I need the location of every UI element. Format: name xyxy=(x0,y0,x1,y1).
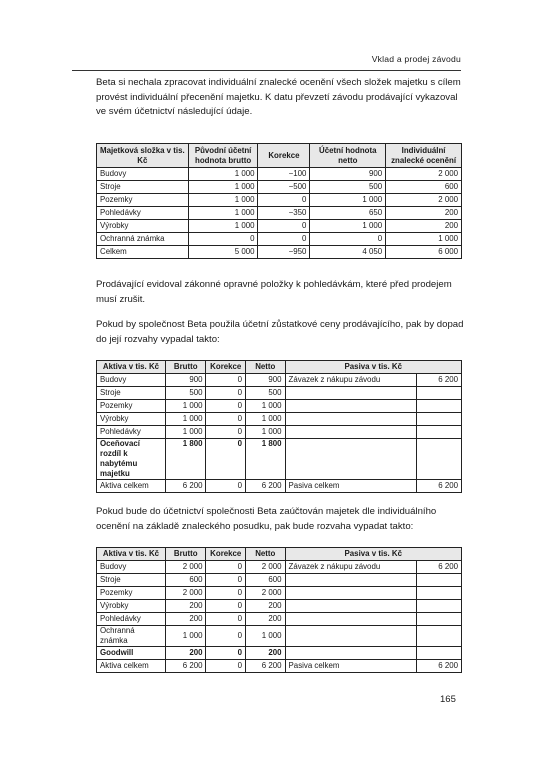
cell: Ochranná známka xyxy=(97,233,189,246)
cell: 1 000 xyxy=(165,413,206,426)
cell: 1 000 xyxy=(386,233,462,246)
col-header: Brutto xyxy=(165,361,206,374)
cell xyxy=(417,647,462,660)
col-header: Netto xyxy=(246,361,286,374)
cell: 6 200 xyxy=(246,480,286,493)
cell: 5 000 xyxy=(188,246,258,259)
table-row xyxy=(97,587,462,600)
cell: 0 xyxy=(258,233,310,246)
cell: 900 xyxy=(246,374,286,387)
table-asset-values xyxy=(96,143,462,259)
table-row xyxy=(97,574,462,587)
table-row xyxy=(97,194,462,207)
cell xyxy=(285,574,417,587)
cell: 4 050 xyxy=(310,246,386,259)
cell: Budovy xyxy=(97,374,166,387)
cell: 1 000 xyxy=(165,426,206,439)
table-row-valuation-difference xyxy=(97,439,462,480)
cell: 1 000 xyxy=(188,168,258,181)
table-row xyxy=(97,561,462,574)
table-row xyxy=(97,387,462,400)
running-header: Vklad a prodej závodu xyxy=(371,54,461,64)
table-row xyxy=(97,613,462,626)
col-header: Netto xyxy=(246,548,286,561)
cell: Pozemky xyxy=(97,587,166,600)
cell xyxy=(285,613,417,626)
table-row xyxy=(97,600,462,613)
cell: Výrobky xyxy=(97,600,166,613)
col-header: Korekce xyxy=(206,361,246,374)
cell: 2 000 xyxy=(246,561,286,574)
cell: −500 xyxy=(258,181,310,194)
col-header: Aktiva v tis. Kč xyxy=(97,361,166,374)
cell: −350 xyxy=(258,207,310,220)
cell: Výrobky xyxy=(97,220,189,233)
cell: 0 xyxy=(206,561,246,574)
cell: 0 xyxy=(206,647,246,660)
cell: 6 000 xyxy=(386,246,462,259)
cell: Výrobky xyxy=(97,413,166,426)
cell: 900 xyxy=(165,374,206,387)
cell: 0 xyxy=(206,387,246,400)
table-row xyxy=(97,626,462,647)
cell: 0 xyxy=(206,600,246,613)
cell xyxy=(417,626,462,647)
cell: 1 000 xyxy=(310,194,386,207)
table-row-total xyxy=(97,246,462,259)
col-header: Účetní hodnota netto xyxy=(310,144,386,168)
cell: 1 000 xyxy=(165,400,206,413)
cell: 200 xyxy=(246,647,286,660)
table-row-total xyxy=(97,660,462,673)
cell: 0 xyxy=(206,587,246,600)
cell: Oceňovací rozdíl k nabytému majetku xyxy=(97,439,166,480)
col-header: Aktiva v tis. Kč xyxy=(97,548,166,561)
cell: 1 000 xyxy=(310,220,386,233)
cell: 650 xyxy=(310,207,386,220)
cell: 2 000 xyxy=(165,561,206,574)
table-row xyxy=(97,233,462,246)
table-row xyxy=(97,400,462,413)
cell: 1 000 xyxy=(246,400,286,413)
cell: 6 200 xyxy=(417,660,462,673)
cell: 0 xyxy=(206,660,246,673)
col-header: Individuální znalecké ocenění xyxy=(386,144,462,168)
cell xyxy=(417,574,462,587)
table-row xyxy=(97,168,462,181)
cell: 0 xyxy=(206,400,246,413)
cell: 2 000 xyxy=(246,587,286,600)
cell: Pohledávky xyxy=(97,426,166,439)
cell: Budovy xyxy=(97,561,166,574)
cell: 500 xyxy=(246,387,286,400)
paragraph-individual-valuation: Pokud bude do účetnictví společnosti Beta zaúčtován majetek dle individuálního ocenění na základě znaleckého posudku, pak bude rozvaha vypadat takto: xyxy=(96,506,437,532)
cell: 0 xyxy=(258,220,310,233)
cell: Pozemky xyxy=(97,194,189,207)
cell xyxy=(285,413,417,426)
cell: 1 000 xyxy=(246,426,286,439)
col-header: Pasiva v tis. Kč xyxy=(285,548,461,561)
cell xyxy=(417,439,462,480)
table-row-goodwill xyxy=(97,647,462,660)
cell: 200 xyxy=(246,613,286,626)
cell: 1 000 xyxy=(246,626,286,647)
cell: −100 xyxy=(258,168,310,181)
col-header: Korekce xyxy=(258,144,310,168)
cell xyxy=(417,387,462,400)
cell: 500 xyxy=(310,181,386,194)
cell: 1 000 xyxy=(188,194,258,207)
cell: 0 xyxy=(206,480,246,493)
cell xyxy=(285,600,417,613)
cell: Pohledávky xyxy=(97,207,189,220)
cell: 6 200 xyxy=(165,660,206,673)
header-rule xyxy=(72,70,461,71)
cell: 1 000 xyxy=(188,181,258,194)
table-row-total xyxy=(97,480,462,493)
cell: 1 000 xyxy=(188,207,258,220)
cell xyxy=(285,400,417,413)
cell: 2 000 xyxy=(165,587,206,600)
col-header: Původní účetní hodnota brutto xyxy=(188,144,258,168)
table-row xyxy=(97,413,462,426)
cell: Celkem xyxy=(97,246,189,259)
cell xyxy=(417,400,462,413)
cell: 200 xyxy=(165,647,206,660)
cell: Závazek z nákupu závodu xyxy=(285,374,417,387)
cell: Stroje xyxy=(97,387,166,400)
cell: 0 xyxy=(310,233,386,246)
paragraph-book-values: Pokud by společnost Beta použila účetní zůstatkové ceny prodávajícího, pak by dopad do její rozvahy vypadal takto: xyxy=(96,319,464,345)
cell: Stroje xyxy=(97,574,166,587)
cell: 0 xyxy=(206,439,246,480)
cell xyxy=(285,626,417,647)
cell: 0 xyxy=(206,626,246,647)
cell: Aktiva celkem xyxy=(97,480,166,493)
paragraph-intro: Beta si nechala zpracovat individuální znalecké ocenění všech složek majetku s cílem provést individuální přecenění majetku. K datu převzetí závodu prodávající vykazoval ve svém účetnictví následující údaje. xyxy=(96,77,461,118)
cell: 1 000 xyxy=(165,626,206,647)
cell: 2 000 xyxy=(386,194,462,207)
cell: 600 xyxy=(386,181,462,194)
paragraph-allowances: Prodávající evidoval zákonné opravné položky k pohledávkám, které před prodejem musí zrušit. xyxy=(96,279,452,305)
cell xyxy=(417,426,462,439)
cell: Aktiva celkem xyxy=(97,660,166,673)
cell xyxy=(417,600,462,613)
cell: 1 800 xyxy=(165,439,206,480)
cell: 200 xyxy=(165,600,206,613)
cell: Budovy xyxy=(97,168,189,181)
col-header: Pasiva v tis. Kč xyxy=(285,361,461,374)
table-row xyxy=(97,207,462,220)
cell: 0 xyxy=(206,374,246,387)
col-header: Korekce xyxy=(206,548,246,561)
cell: 2 000 xyxy=(386,168,462,181)
cell: 6 200 xyxy=(417,374,462,387)
cell: 6 200 xyxy=(165,480,206,493)
cell: 1 800 xyxy=(246,439,286,480)
cell: 0 xyxy=(206,426,246,439)
table-row xyxy=(97,220,462,233)
table-row xyxy=(97,181,462,194)
cell: 0 xyxy=(206,613,246,626)
cell: Závazek z nákupu závodu xyxy=(285,561,417,574)
cell: Pozemky xyxy=(97,400,166,413)
cell: 500 xyxy=(165,387,206,400)
cell: 600 xyxy=(246,574,286,587)
cell: Goodwill xyxy=(97,647,166,660)
cell: 200 xyxy=(386,220,462,233)
cell: 200 xyxy=(246,600,286,613)
cell: 6 200 xyxy=(417,480,462,493)
cell xyxy=(417,587,462,600)
cell: 1 000 xyxy=(246,413,286,426)
cell xyxy=(417,613,462,626)
cell: −950 xyxy=(258,246,310,259)
cell xyxy=(285,587,417,600)
cell: 200 xyxy=(165,613,206,626)
col-header: Majetková složka v tis. Kč xyxy=(97,144,189,168)
cell: Pohledávky xyxy=(97,613,166,626)
cell: 6 200 xyxy=(417,561,462,574)
cell: 1 000 xyxy=(188,220,258,233)
col-header: Brutto xyxy=(165,548,206,561)
cell xyxy=(285,439,417,480)
cell xyxy=(417,413,462,426)
cell: 600 xyxy=(165,574,206,587)
cell: 900 xyxy=(310,168,386,181)
cell: Ochranná známka xyxy=(97,626,166,647)
cell: 0 xyxy=(258,194,310,207)
cell: 0 xyxy=(206,413,246,426)
table-balance-book-values xyxy=(96,360,462,493)
cell: Stroje xyxy=(97,181,189,194)
table-balance-individual-valuation xyxy=(96,547,462,673)
cell: 6 200 xyxy=(246,660,286,673)
cell xyxy=(285,426,417,439)
cell xyxy=(285,647,417,660)
cell: 0 xyxy=(188,233,258,246)
cell: Pasiva celkem xyxy=(285,480,417,493)
table-row xyxy=(97,426,462,439)
cell xyxy=(285,387,417,400)
cell: 200 xyxy=(386,207,462,220)
cell: 0 xyxy=(206,574,246,587)
cell: Pasiva celkem xyxy=(285,660,417,673)
table-row xyxy=(97,374,462,387)
page-number: 165 xyxy=(440,694,456,705)
